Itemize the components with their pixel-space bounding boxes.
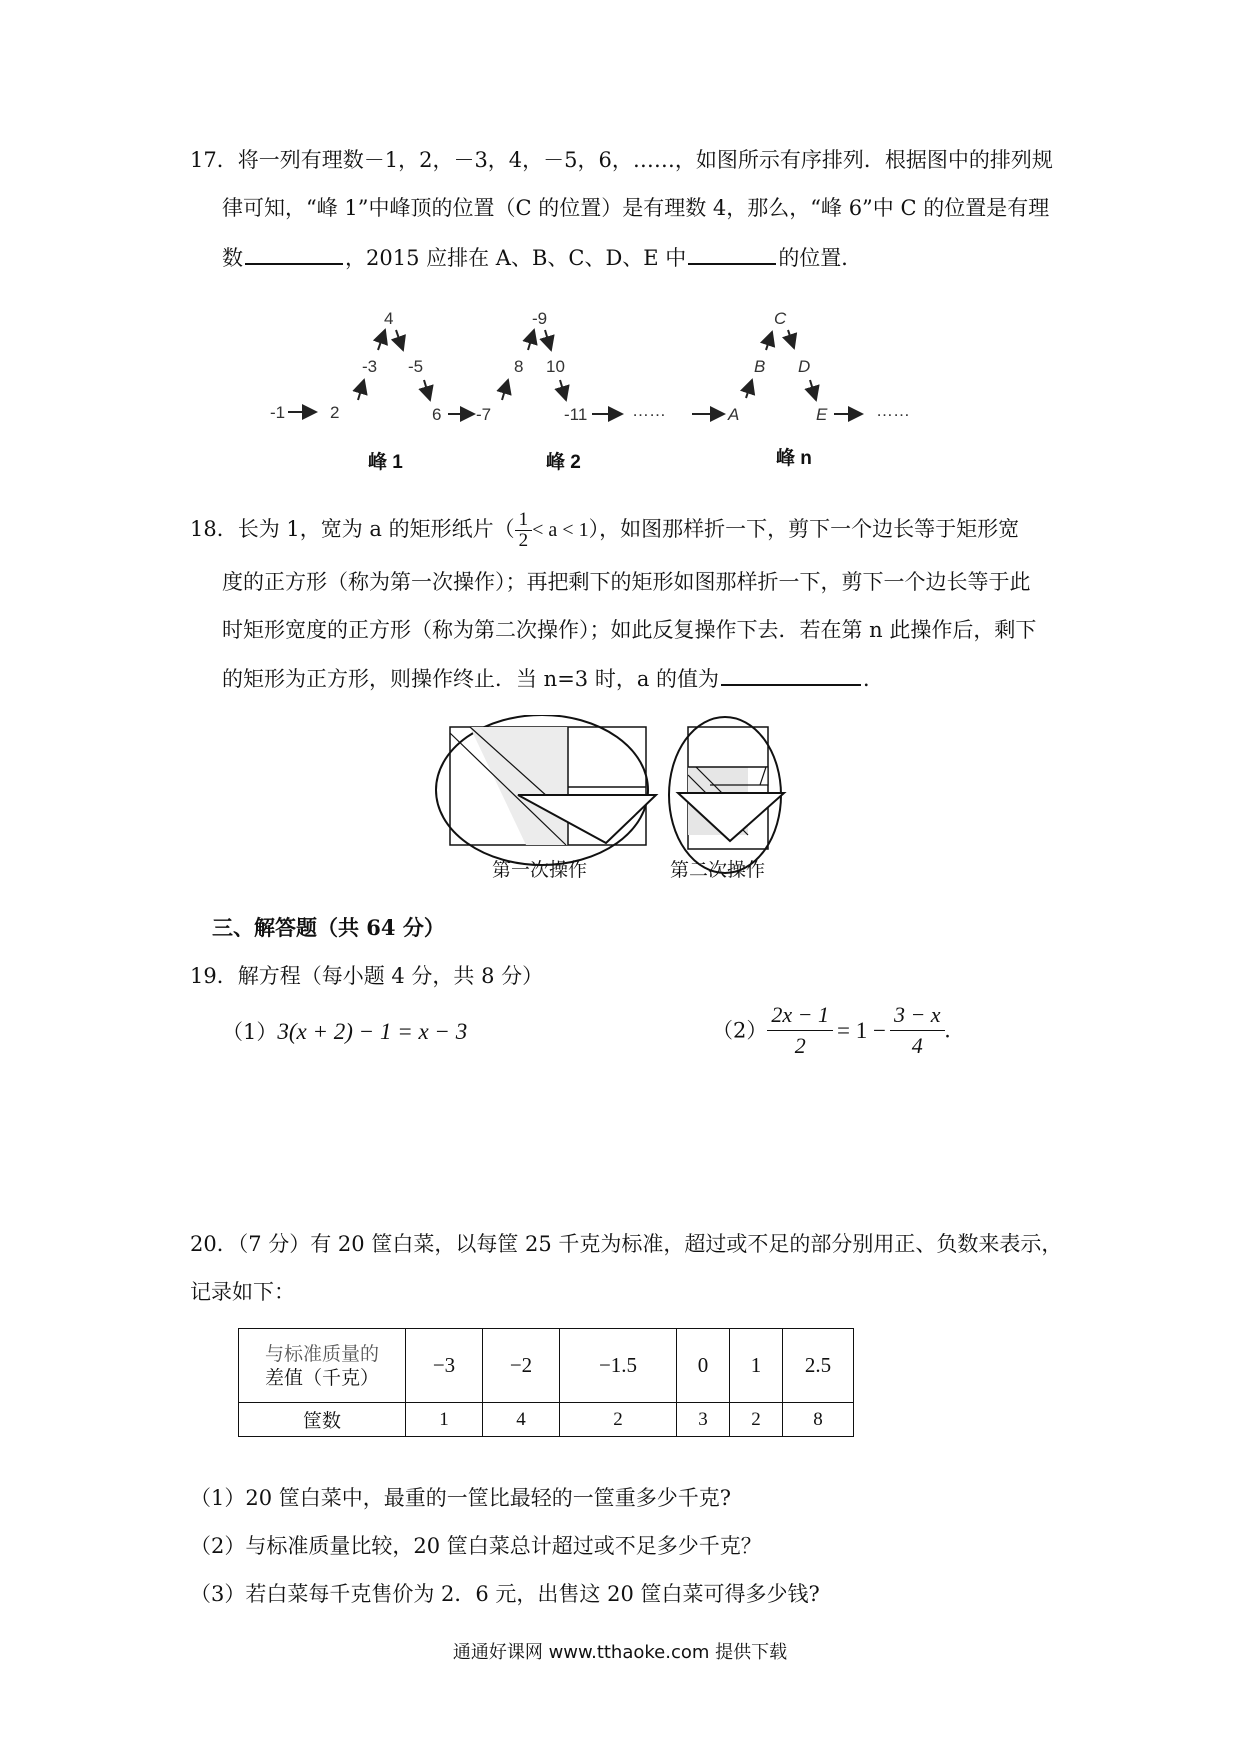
fig-num: 4 xyxy=(384,309,394,328)
q18-line4 xyxy=(222,664,884,693)
table-cell: −1.5 xyxy=(560,1329,677,1403)
table-cell: 0 xyxy=(677,1329,730,1403)
fig-num: -5 xyxy=(408,357,424,376)
fig-letter: E xyxy=(816,405,828,424)
q18-inequality: < a < 1 xyxy=(532,519,589,541)
q19-eq-end: . xyxy=(944,1017,951,1043)
q19-frac-left: $\frac{2x - 1}{2}$ xyxy=(767,1000,833,1061)
q18-line1 xyxy=(190,510,1019,551)
q17-line2: 律可知，“峰 1”中峰顶的位置（C 的位置）是有理数 4，那么，“峰 6”中 C 的位置是有理 xyxy=(222,196,1050,220)
fig-letter: A xyxy=(728,405,740,424)
table-cell: −3 xyxy=(406,1329,483,1403)
q20-sub3: （3）若白菜每千克售价为 2．6 元，出售这 20 筐白菜可得多少钱? xyxy=(190,1582,820,1606)
fig-num: 2 xyxy=(330,403,340,422)
fig-letter: D xyxy=(798,357,811,376)
q17-line3 xyxy=(222,243,862,272)
fig-num: -1 xyxy=(270,403,286,422)
fig-letter: B xyxy=(754,357,766,376)
fig-num: -7 xyxy=(476,405,492,424)
peak-label: 峰 n xyxy=(776,448,812,469)
table-cell: 4 xyxy=(483,1403,560,1437)
q17-line1: 17．将一列有理数－1，2，－3，4，－5，6，……，如图所示有序排列．根据图中的排列规 xyxy=(190,148,1053,172)
q17-line3-mid: ，2015 应排在 A、B、C、D、E 中 xyxy=(345,246,687,270)
table-cell: −2 xyxy=(483,1329,560,1403)
q18-line3: 时矩形宽度的正方形（称为第二次操作）；如此反复操作下去．若在第 n 此操作后，剩下 xyxy=(222,618,1037,642)
q18-line2: 度的正方形（称为第一次操作）；再把剩下的矩形如图那样折一下，剪下一个边长等于此 xyxy=(222,570,1031,594)
q20-sub2: （2）与标准质量比较，20 筐白菜总计超过或不足多少千克？ xyxy=(190,1534,762,1558)
table-cell: 3 xyxy=(677,1403,730,1437)
fig-letter: C xyxy=(774,309,787,328)
peak-label: 峰 1 xyxy=(368,452,403,473)
fig-ellipsis: …… xyxy=(632,401,666,420)
folding-diagram xyxy=(430,715,820,890)
fig-num: 10 xyxy=(546,357,565,376)
fig-num: -11 xyxy=(564,405,588,424)
fold-label-1: 第一次操作 xyxy=(492,860,588,881)
table-cell: 8 xyxy=(783,1403,854,1437)
q19-equation-1: 3(x + 2) − 1 = x − 3 xyxy=(277,1019,468,1044)
table-cell: 1 xyxy=(406,1403,483,1437)
q18-line1-start: 18．长为 1，宽为 a 的矩形纸片（ xyxy=(190,517,515,541)
fig-ellipsis: …… xyxy=(876,401,910,420)
weight-table xyxy=(238,1328,854,1437)
q17-blank-1[interactable] xyxy=(245,243,343,265)
q18-line1-end: ），如图那样折一下，剪下一个边长等于矩形宽 xyxy=(588,517,1020,541)
q19-part2-label: （2） xyxy=(712,1018,768,1043)
q18-fraction: $\frac{1}{2}$ xyxy=(515,510,533,551)
table-cell: 1 xyxy=(730,1329,783,1403)
table-header: 差值（千克） xyxy=(264,1366,379,1389)
table-cell: 2.5 xyxy=(783,1329,854,1403)
q19-eq-mid: = 1 − xyxy=(837,1017,886,1043)
q18-line4-end: ． xyxy=(863,667,885,691)
page-footer: 通通好课网 www.tthaoke.com 提供下载 xyxy=(452,1642,788,1663)
q18-line4-start: 的矩形为正方形，则操作终止．当 n=3 时，a 的值为 xyxy=(222,667,720,691)
peak-diagram xyxy=(260,300,1020,490)
fold-label-2: 第二次操作 xyxy=(670,860,766,881)
fig-num: 6 xyxy=(432,405,442,424)
fig-num: 8 xyxy=(514,357,524,376)
q19-part1-label: （1） xyxy=(222,1020,278,1044)
peak-label: 峰 2 xyxy=(546,452,581,473)
table-row-header: 筐数 xyxy=(239,1403,406,1437)
table-row-header xyxy=(239,1329,406,1403)
q19-frac-right: $\frac{3 - x}{4}$ xyxy=(890,1000,945,1061)
q17-blank-2[interactable] xyxy=(688,243,776,265)
table-cell: 2 xyxy=(560,1403,677,1437)
section-title: 三、解答题（共 64 分） xyxy=(212,915,445,940)
q18-blank[interactable] xyxy=(721,664,861,686)
table-header-top: 与标准质量的 xyxy=(264,1342,379,1365)
fig-num: -3 xyxy=(362,357,378,376)
q17-line3-start: 数 xyxy=(222,246,243,270)
q20-sub1: （1）20 筐白菜中，最重的一筐比最轻的一筐重多少千克? xyxy=(190,1486,732,1510)
q19-part2 xyxy=(712,1000,950,1070)
fig-num: -9 xyxy=(532,309,548,328)
q20-line2: 记录如下： xyxy=(190,1280,295,1304)
table-cell: 2 xyxy=(730,1403,783,1437)
q20-line1: 20．（7 分）有 20 筐白菜，以每筐 25 千克为标准，超过或不足的部分别用正、负数来表示， xyxy=(190,1232,1063,1256)
q19-title: 19．解方程（每小题 4 分，共 8 分） xyxy=(190,964,544,988)
q17-line3-end: 的位置． xyxy=(778,246,863,270)
q19-part1 xyxy=(222,1018,467,1046)
